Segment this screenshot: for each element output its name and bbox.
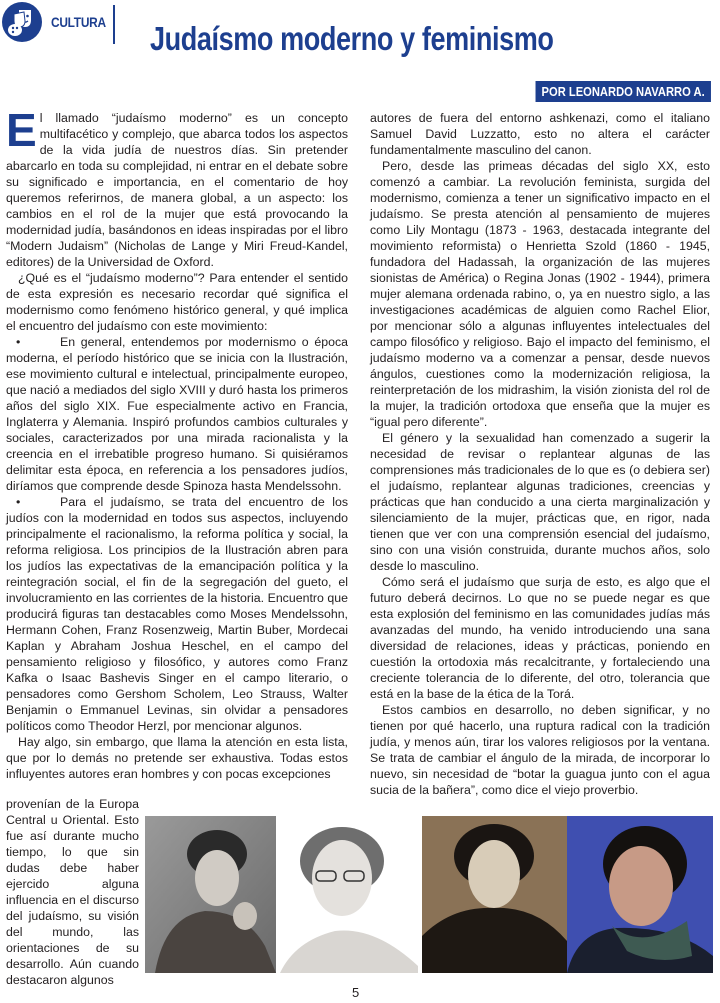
bullet-item: [6, 494, 348, 734]
paragraph-text: l llamado “judaísmo moderno” es un concepto multifacético y complejo, que abarca todos los aspectos de la vida judía de nuestros días. Sin pretender abarcarlo en toda su complejidad, ni entrar en el debate sobre su significado e importancia, en el comentario de hoy queremos referirnos, de manera global, a un aspecto: los cambios en el rol de la mujer que está provocando la modernidad judía, basándonos en ideas inspiradas por el libro “Modern Judaism” (Nicholas de Lange y Miri Freud-Kandel, editores) de la Universidad de Oxford.: [6, 111, 348, 269]
article-paragraph: Pero, desde las primeas décadas del siglo XX, esto comenzó a cambiar. La revolución feminista, surgida del modernismo, comienza a tener un significativo impacto en el judaísmo. Se presta atención al pensamiento de mujeres como Lily Montagu (1873 - 1963, destacada integrante del movimiento reformista) o Henrietta Szold (1860 - 1945, fundadora del Hadassah, la organización de las mujeres sionistas de América) o Regina Jonas (1902 - 1944), primera mujer alemana ordenada rabino, o, ya en nuestro siglo, a las investigaciones académicas de alguien como Rachel Elior, por mencionar sólo a algunas influyentes intelectuales del campo filosófico y religioso. Bajo el impacto del feminismo, el judaísmo moderno va a comenzar a pensar, desde nuevos ángulos, cuestiones como la modernización religiosa, la reinterpretación de los midrashim, la visión zionista del rol de la mujer, la tradición ortodoxa que enseña que la mujer es “igual pero diferente”.: [370, 159, 710, 429]
portrait-photo-3: [422, 816, 567, 973]
article-paragraph: El género y la sexualidad han comenzado a sugerir la necesidad de revisar o replantear algunas de las comprensiones más tradicionales de lo que es (o debiera ser) el judaísmo, replantear algunas tradiciones, creencias y prácticas que han conducido a una cierta marginalización y silenciamiento de la mujer, prácticas que, en rigor, nada tienen que ver con una comprensión esencial del judaísmo, sino con una visión construida, durante muchos años, solo desde lo masculino.: [370, 431, 710, 573]
portrait-photo-4: [567, 816, 713, 973]
article-column-narrow: [6, 796, 139, 988]
article-column-right: [370, 110, 710, 798]
article-paragraph: ¿Qué es el “judaísmo moderno”? Para entender el sentido de esta expresión es necesario recordar qué significa el modernismo como fenómeno histórico general, y qué implica el encuentro del judaísmo con este movimiento:: [6, 271, 348, 333]
bullet-item: [6, 334, 348, 494]
bullet-text: En general, entendemos por modernismo o época moderna, el período histórico que se inicia con la Ilustración, ese movimiento cultural e intelectual, principalmente europeo, que nació a mediados del siglo XVIII y duró hasta los primeros años del siglo XIX. Fue especialmente activo en Francia, Inglaterra y Alemania. Inspiró profundos cambios culturales y sociales, caracterizados por una mirada racionalista y la creencia en el irrebatible progreso humano. Si quisiéramos delimitar esta época, en referencia a los pensadores judíos, diríamos que comprende desde Spinoza hasta Mendelssohn.: [6, 335, 348, 493]
portrait-photo-2: [280, 816, 418, 973]
portrait-photo-1: [145, 816, 276, 973]
bullet-icon: •: [16, 335, 21, 349]
article-paragraph: Hay algo, sin embargo, que llama la atención en esta lista, que por lo demás no pretende ser exhaustiva. Todas estos influyentes autores eran hombres y con pocas excepciones: [6, 735, 348, 781]
header-divider: [113, 5, 115, 44]
article-column-left: [6, 104, 348, 782]
bullet-icon: •: [16, 495, 21, 509]
drop-cap: E: [6, 104, 37, 156]
author-byline: POR LEONARDO NAVARRO A.: [536, 81, 711, 102]
page-number: 5: [352, 985, 360, 1000]
bullet-text: Para el judaísmo, se trata del encuentro de los judíos con la modernidad en todos sus aspectos, incluyendo principalmente el racionalismo, la reforma política y social, la reforma religiosa. Los principios de la Ilustración abren para los judíos las expectativas de la emancipación política y la reintegración social, el fin de la segregación del gueto, el involucramiento en las corrientes de la historia. Encuentro que producirá figuras tan destacables como Moses Mendelssohn, Hermann Cohen, Franz Rosenzweig, Martin Buber, Mordecai Kaplan y Abraham Joshua Heschel, en el campo del pensamiento religioso y filosófico, y autores como Franz Kafka o Isaac Bashevis Singer en el campo literario, o pensadores como Gershom Scholem, Leo Strauss, Walter Benjamin o Emmanuel Levinas, sin olvidar a pensadores políticos como Theodor Herzl, por mencionar algunos.: [6, 495, 348, 733]
article-paragraph: Estos cambios en desarrollo, no deben significar, y no tienen por qué hacerlo, una ruptura radical con la tradición judía, y menos aún, tirar los valores religiosos por la ventana. Se trata de cambiar el ángulo de la mirada, de incorporar lo nuevo, sin necesidad de “botar la guagua junto con el agua sucia de la bañera”, como dice el viejo proverbio.: [370, 703, 710, 797]
article-paragraph: Cómo será el judaísmo que surja de esto, es algo que el futuro deberá decirnos. Lo que no se puede negar es que esta explosión del feminismo en las comunidades judías más avanzadas del mundo, ha venido introduciendo una sana diversidad de relaciones, ideas y prácticas, poniendo en cuestión la ortodoxia más recalcitrante, y fortaleciendo una creciente tolerancia de lo diferente, del otro, tolerancia que está en la base de la ética de la Torá.: [370, 575, 710, 701]
article-paragraph: [6, 104, 348, 270]
page-title: Judaísmo moderno y feminismo: [150, 20, 554, 57]
theater-masks-palette-icon: [2, 2, 42, 42]
article-paragraph: provenían de la Europa Central u Oriental. Esto fue así durante mucho tiempo, lo que sin dudas debe haber ejercido alguna influencia en el discurso del judaísmo, su visión del mundo, las orientaciones de su desarrollo. Aún cuando destacaron algunos: [6, 797, 139, 987]
section-label: CULTURA: [51, 14, 106, 30]
article-paragraph: autores de fuera del entorno ashkenazi, como el italiano Samuel David Luzzatto, esto no altera el carácter fundamentalmente masculino del canon.: [370, 111, 710, 157]
